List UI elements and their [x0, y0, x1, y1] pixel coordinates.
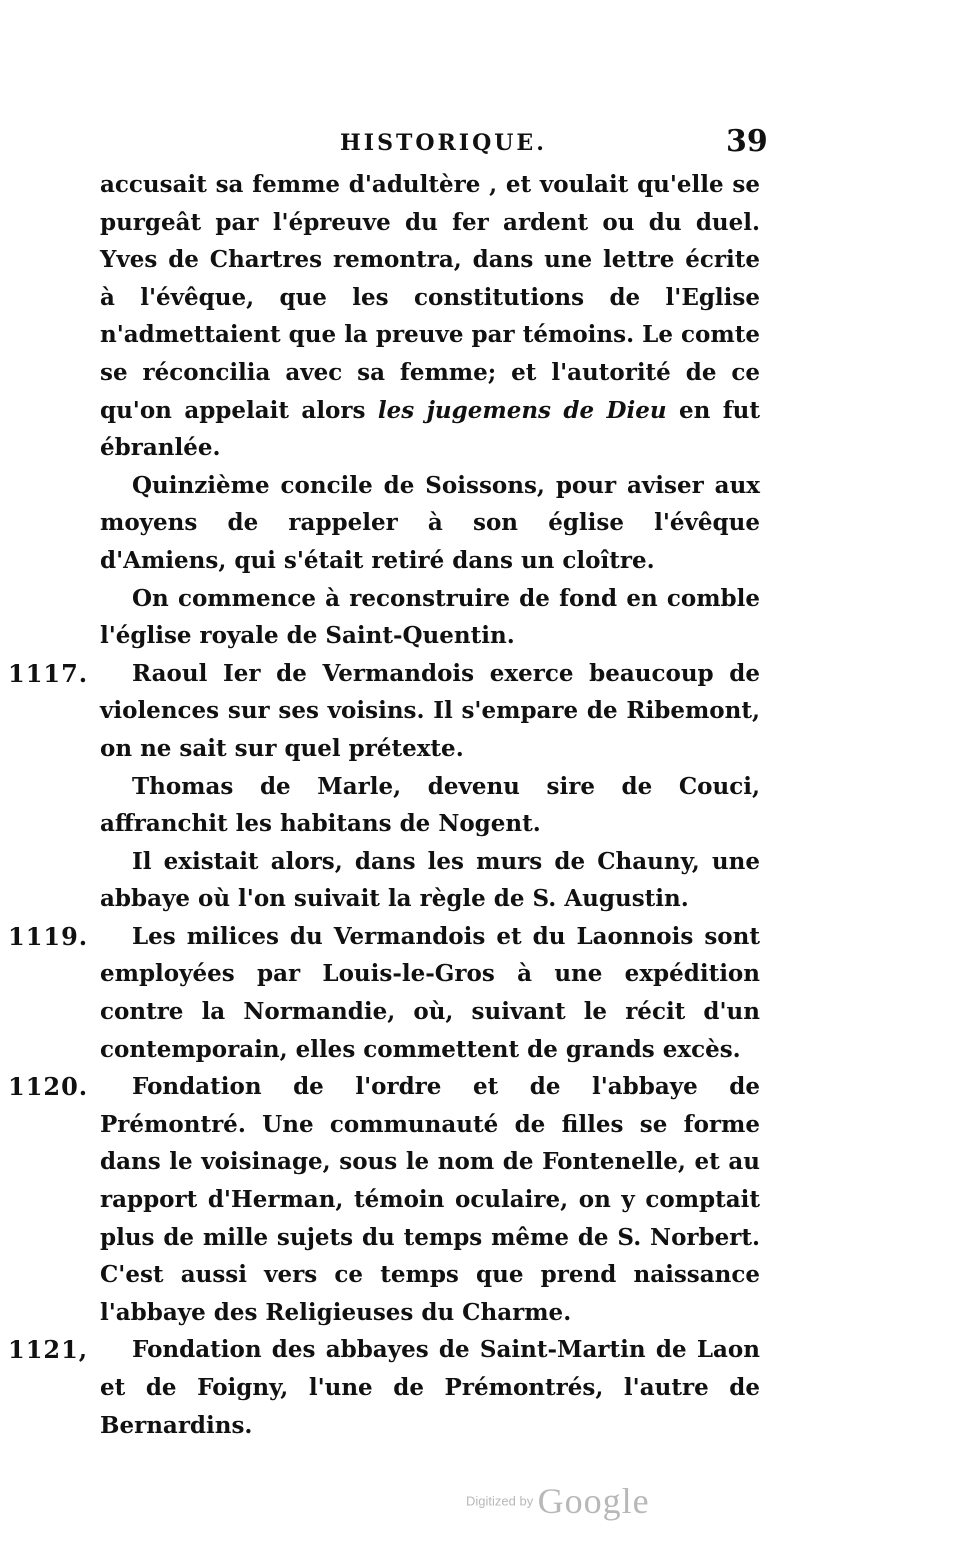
paragraph — [100, 166, 760, 467]
text-run: Quinzième concile de Soissons, pour aviser aux moyens de rappeler à son église l'évêque d'Amiens, qui s'était retiré dans un cloître. — [100, 471, 760, 574]
paragraph — [8, 918, 760, 1068]
digitized-watermark — [466, 1480, 650, 1522]
page-number: 39 — [726, 124, 768, 159]
running-title: HISTORIQUE. — [340, 130, 547, 156]
text-run: en fut ébranlée. — [100, 396, 760, 462]
paragraph — [8, 1068, 760, 1331]
margin-year: 1119. — [8, 921, 89, 951]
margin-year: 1117. — [8, 658, 89, 688]
watermark-brand: Google — [537, 1481, 650, 1521]
text-run: Les milices du Vermandois et du Laonnois sont employées par Louis-le-Gros à une expédition contre la Normandie, où, suivant le récit d'un contemporain, elles commettent de grands excès. — [100, 922, 760, 1063]
paragraph — [100, 768, 760, 843]
paragraph — [8, 655, 760, 768]
text-run: Thomas de Marle, devenu sire de Couci, affranchit les habitans de Nogent. — [100, 772, 760, 838]
margin-year: 1120. — [8, 1072, 89, 1102]
text-run: Fondation des abbayes de Saint-Martin de Laon et de Foigny, l'une de Prémontrés, l'autre de Bernardins. — [100, 1336, 760, 1439]
paragraph — [100, 467, 760, 580]
italic-text: les jugemens de Dieu — [377, 396, 667, 424]
body-text — [8, 166, 760, 1444]
paragraph — [100, 580, 760, 655]
margin-year: 1121, — [8, 1335, 89, 1365]
text-run: Il existait alors, dans les murs de Chauny, une abbaye où l'on suivait la règle de S. Augustin. — [100, 847, 760, 913]
paragraph — [8, 1331, 760, 1444]
text-run: On commence à reconstruire de fond en comble l'église royale de Saint-Quentin. — [100, 584, 760, 650]
watermark-prefix: Digitized by — [466, 1493, 534, 1509]
page-header — [0, 126, 966, 166]
text-run: Raoul Ier de Vermandois exerce beaucoup de violences sur ses voisins. Il s'empare de Ribemont, on ne sait sur quel prétexte. — [100, 659, 760, 762]
text-run: Fondation de l'ordre et de l'abbaye de Prémontré. Une communauté de filles se forme dans le voisinage, sous le nom de Fontenelle, et au rapport d'Herman, témoin oculaire, on y comptait plus de mille sujets du temps même de S. Norbert. C'est aussi vers ce temps que prend naissance l'abbaye des Religieuses du Charme. — [100, 1073, 760, 1326]
paragraph — [100, 843, 760, 918]
text-run: accusait sa femme d'adultère , et voulait qu'elle se purgeât par l'épreuve du fer ardent ou du duel. Yves de Chartres remontra, dans une lettre écrite à l'évêque, que les constitutions de l'Eglise n'admettaient que la preuve par témoins. Le comte se réconcilia avec sa femme; et l'autorité de ce qu'on appelait alors — [100, 171, 760, 424]
